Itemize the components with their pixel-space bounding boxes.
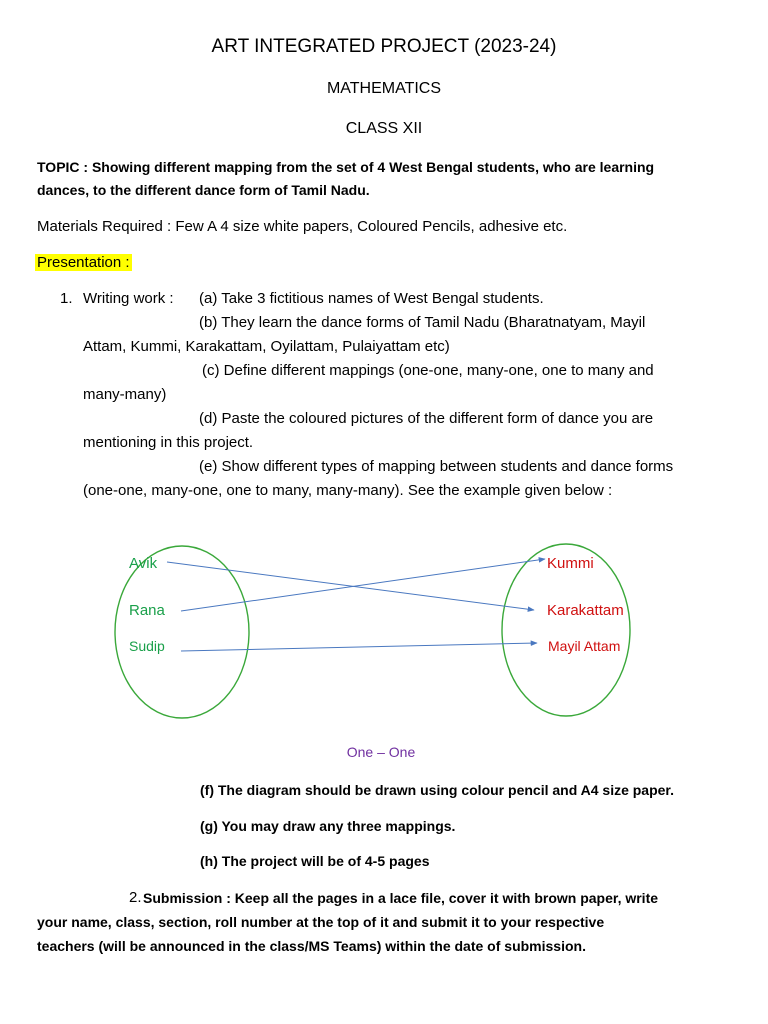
writing-work-number: 1.	[60, 290, 73, 307]
materials-required: Materials Required : Few A 4 size white papers, Coloured Pencils, adhesive etc.	[37, 218, 568, 235]
writing-work-label: Writing work :	[83, 290, 174, 307]
document-title: ART INTEGRATED PROJECT (2023-24)	[211, 36, 557, 57]
mapping-arrow-rana-kummi	[181, 559, 545, 611]
presentation-label	[35, 254, 132, 271]
writing-item-e-line-2: (one-one, many-one, one to many, many-many). See the example given below :	[83, 482, 613, 499]
mapping-diagram	[0, 530, 768, 760]
writing-item-b-line-2: Attam, Kummi, Karakattam, Oyilattam, Pulaiyattam etc)	[83, 338, 450, 355]
topic-line-2: dances, to the different dance form of Tamil Nadu.	[37, 182, 370, 198]
writing-item-a: (a) Take 3 fictitious names of West Bengal students.	[199, 290, 544, 307]
dance-mayil-attam: Mayil Attam	[548, 638, 621, 654]
writing-item-c-line-1: (c) Define different mappings (one-one, many-one, one to many and	[202, 362, 654, 379]
submission-line-1: Submission : Keep all the pages in a lace file, cover it with brown paper, write	[143, 890, 659, 906]
student-avik: Avik	[129, 555, 158, 572]
writing-item-e-line-1: (e) Show different types of mapping between students and dance forms	[199, 458, 674, 475]
dance-karakattam: Karakattam	[547, 602, 624, 619]
submission-number: 2.	[129, 889, 142, 906]
mapping-caption: One – One	[346, 744, 416, 760]
writing-item-b-line-1: (b) They learn the dance forms of Tamil Nadu (Bharatnatyam, Mayil	[199, 314, 646, 331]
note-h: (h) The project will be of 4-5 pages	[200, 853, 430, 869]
dance-kummi: Kummi	[547, 555, 594, 572]
presentation-highlight: Presentation :	[37, 254, 130, 271]
writing-item-c-line-2: many-many)	[83, 386, 167, 403]
student-sudip: Sudip	[129, 638, 165, 654]
class-heading: CLASS XII	[345, 120, 423, 137]
writing-item-d-line-2: mentioning in this project.	[83, 434, 254, 451]
submission-line-3: teachers (will be announced in the class/MS Teams) within the date of submission.	[37, 938, 586, 954]
topic-line-1: TOPIC : Showing different mapping from the set of 4 West Bengal students, who are learning	[37, 159, 655, 175]
writing-item-d-line-1: (d) Paste the coloured pictures of the different form of dance you are	[199, 410, 654, 427]
student-rana: Rana	[129, 602, 165, 619]
subject-heading: MATHEMATICS	[326, 80, 442, 97]
mapping-arrow-sudip-mayil-attam	[181, 643, 537, 651]
note-f: (f) The diagram should be drawn using colour pencil and A4 size paper.	[200, 782, 674, 798]
mapping-arrow-avik-karakattam	[167, 562, 534, 610]
submission-line-2: your name, class, section, roll number at the top of it and submit it to your respective	[37, 914, 605, 930]
note-g: (g) You may draw any three mappings.	[200, 818, 456, 834]
